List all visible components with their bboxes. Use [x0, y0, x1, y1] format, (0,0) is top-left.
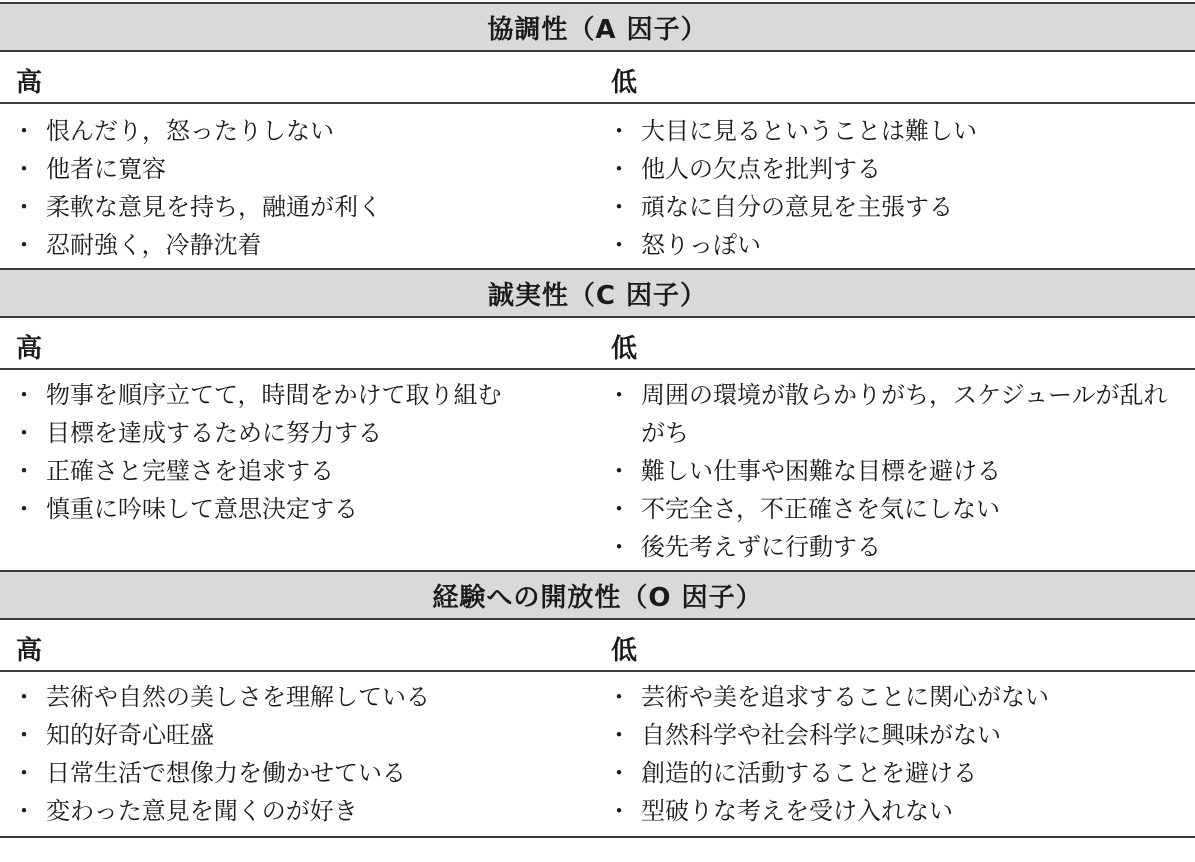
list-item: ・ 恨んだり，怒ったりしない: [16, 112, 586, 150]
list-item: ・ 頑なに自分の意見を主張する: [611, 188, 1191, 226]
list-item: ・ 後先考えずに行動する: [611, 528, 1191, 566]
high-label: 高: [16, 68, 43, 98]
list-item: ・ 物事を順序立てて，時間をかけて取り組む: [16, 376, 586, 414]
list-item: ・ 慎重に吟味して意思決定する: [16, 490, 586, 528]
list-item: ・ 芸術や美を追求することに関心がない: [611, 678, 1191, 716]
bottom-rule: [0, 836, 1195, 838]
low-label: 低: [611, 334, 638, 364]
list-item: ・ 難しい仕事や困難な目標を避ける: [611, 452, 1191, 490]
list-item: ・ 正確さと完璧さを追求する: [16, 452, 586, 490]
list-item: ・ 知的好奇心旺盛: [16, 716, 586, 754]
list-item: ・ 他者に寛容: [16, 150, 586, 188]
list-item: ・ 型破りな考えを受け入れない: [611, 792, 1191, 830]
column-header-row: [0, 50, 1195, 104]
list-item: ・ 創造的に活動することを避ける: [611, 754, 1191, 792]
list-item: ・ 忍耐強く，冷静沈着: [16, 226, 586, 264]
list-item: ・ 日常生活で想像力を働かせている: [16, 754, 586, 792]
low-list: [611, 678, 1191, 830]
list-item: ・ 大目に見るということは難しい: [611, 112, 1191, 150]
low-list: [611, 112, 1191, 264]
list-item: ・ 自然科学や社会科学に興味がない: [611, 716, 1191, 754]
list-item: ・ 周囲の環境が散らかりがち，スケジュールが乱れがち: [611, 376, 1191, 452]
section-conscientiousness: [0, 268, 1195, 570]
column-header-row: [0, 618, 1195, 672]
list-item: ・ 芸術や自然の美しさを理解している: [16, 678, 586, 716]
list-item: ・ 他人の欠点を批判する: [611, 150, 1191, 188]
high-label: 高: [16, 334, 43, 364]
high-list: [16, 376, 586, 528]
list-item: ・ 柔軟な意見を持ち，融通が利く: [16, 188, 586, 226]
section-openness: [0, 570, 1195, 836]
section-title: 誠実性（C 因子）: [0, 268, 1195, 316]
high-list: [16, 112, 586, 264]
section-agreeableness: [0, 2, 1195, 268]
list-item: ・ 変わった意見を聞くのが好き: [16, 792, 586, 830]
list-item: ・ 不完全さ，不正確さを気にしない: [611, 490, 1191, 528]
high-list: [16, 678, 586, 830]
list-item: ・ 目標を達成するために努力する: [16, 414, 586, 452]
low-label: 低: [611, 68, 638, 98]
column-header-row: [0, 316, 1195, 370]
list-item: ・ 怒りっぽい: [611, 226, 1191, 264]
high-label: 高: [16, 636, 43, 666]
low-label: 低: [611, 636, 638, 666]
section-title: 協調性（A 因子）: [0, 2, 1195, 50]
low-list: [611, 376, 1191, 566]
section-title: 経験への開放性（O 因子）: [0, 570, 1195, 618]
